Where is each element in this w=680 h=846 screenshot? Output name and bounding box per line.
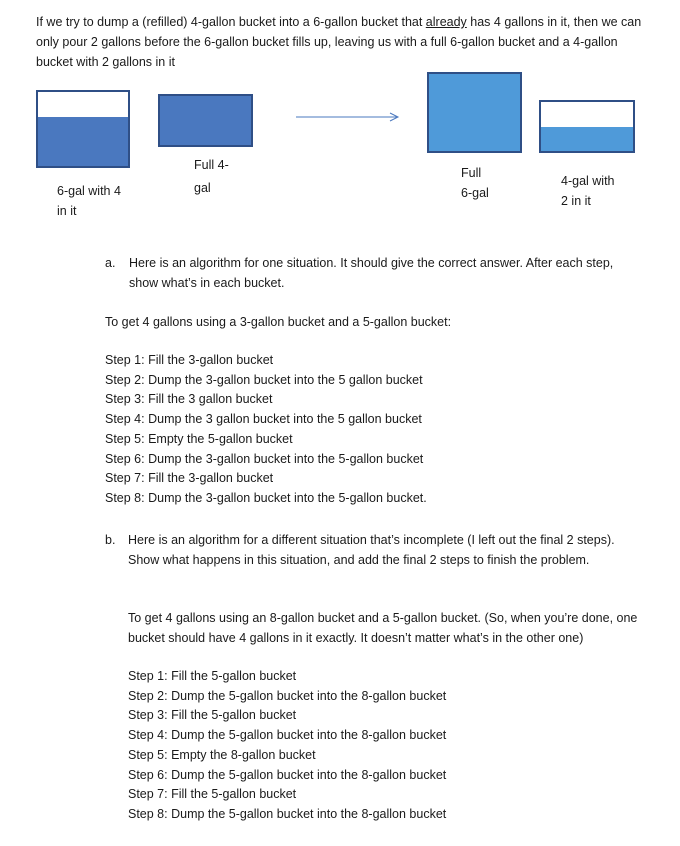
label-line: gal xyxy=(194,181,211,195)
part-b-goal: To get 4 gallons using an 8-gallon bucket and a 5-gallon bucket. (So, when you’re done, one bucket should have 4 gallons in it exactly. It doesn’t matter what’s in the other one) xyxy=(128,611,638,645)
label-line: 6-gal xyxy=(461,186,489,200)
part-a-goal: To get 4 gallons using a 3-gallon bucket and a 5-gallon bucket: xyxy=(105,315,452,329)
intro-paragraph xyxy=(36,12,646,72)
step-item: Step 3: Fill the 5-gallon bucket xyxy=(128,708,297,723)
bucket-fill xyxy=(160,96,251,145)
bucket-fill xyxy=(541,127,633,152)
full-six-gallon-bucket xyxy=(427,72,522,153)
label-line: Full xyxy=(461,166,482,180)
step-item: Step 2: Dump the 3-gallon bucket into the 5 gallon bucket xyxy=(105,372,423,387)
step-item: Step 1: Fill the 5-gallon bucket xyxy=(128,669,297,683)
step-item: Step 6: Dump the 5-gallon bucket into the 8-gallon bucket xyxy=(128,767,447,782)
full-four-gallon-bucket xyxy=(158,94,253,147)
step-item: Step 3: Fill the 3 gallon bucket xyxy=(105,392,273,407)
step-item: Step 6: Dump the 3-gallon bucket into the 5-gallon bucket xyxy=(105,451,424,466)
step-item: Step 4: Dump the 5-gallon bucket into the 8-gallon bucket xyxy=(128,728,447,743)
label-line: in it xyxy=(57,204,77,218)
label-line: 6-gal with 4 xyxy=(57,184,121,198)
four-gallon-bucket-with-2 xyxy=(539,100,635,153)
part-a-text: Here is an algorithm for one situation. It should give the correct answer. After each step, show what’s in each bucket. xyxy=(129,256,614,290)
step-item: Step 8: Dump the 5-gallon bucket into the 8-gallon bucket xyxy=(128,806,447,821)
six-gal-with-4-label xyxy=(57,181,121,221)
part-b-text: Here is an algorithm for a different situation that’s incomplete (I left out the final 2 steps). Show what happens in this situation, and add the final 2 steps to finish the problem. xyxy=(128,533,615,567)
step-item: Step 1: Fill the 3-gallon bucket xyxy=(105,353,274,367)
label-line: 4-gal with xyxy=(561,174,615,188)
step-item: Step 5: Empty the 5-gallon bucket xyxy=(105,431,293,446)
arrow-right-icon xyxy=(294,110,402,124)
step-item: Step 5: Empty the 8-gallon bucket xyxy=(128,747,316,762)
four-gal-with-2-label xyxy=(561,171,615,211)
bucket-fill xyxy=(38,117,128,166)
step-item: Step 8: Dump the 3-gallon bucket into the 5-gallon bucket. xyxy=(105,490,427,505)
label-line: Full 4- xyxy=(194,158,229,172)
part-a-marker: a. xyxy=(105,256,116,270)
part-b-steps xyxy=(128,667,446,825)
full-six-gal-label xyxy=(461,163,489,203)
step-item: Step 2: Dump the 5-gallon bucket into the 8-gallon bucket xyxy=(128,688,447,703)
step-item: Step 7: Fill the 3-gallon bucket xyxy=(105,471,274,486)
bucket-fill xyxy=(429,74,520,151)
step-item: Step 7: Fill the 5-gallon bucket xyxy=(128,787,297,802)
full-four-gal-label xyxy=(194,155,229,198)
step-item: Step 4: Dump the 3 gallon bucket into the 5 gallon bucket xyxy=(105,412,422,427)
intro-text-after: has 4 gallons in it, then we can only pour 2 gallons before the 6-gallon bucket fills up, leaving us with a full 6-gallon bucket and a 4-gallon bucket with 2 gallons in it xyxy=(36,15,642,69)
six-gallon-bucket-with-4 xyxy=(36,90,130,168)
label-line: 2 in it xyxy=(561,194,591,208)
intro-text-underlined: already xyxy=(425,15,467,29)
part-b-marker: b. xyxy=(105,533,116,547)
part-a-steps xyxy=(105,351,427,509)
intro-text-before: If we try to dump a (refilled) 4-gallon bucket into a 6-gallon bucket that xyxy=(36,15,426,29)
